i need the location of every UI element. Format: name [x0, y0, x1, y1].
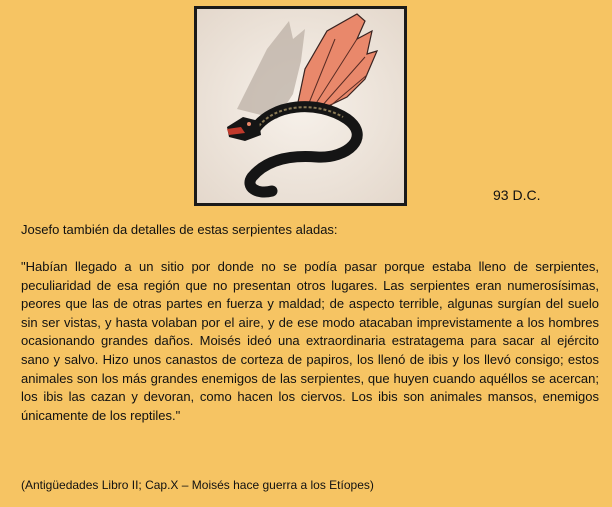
- serpent-eye: [247, 122, 251, 126]
- date-label: 93 D.C.: [493, 187, 541, 203]
- quote-paragraph: "Habían llegado a un sitio por donde no se podía pasar porque estaba lleno de serpientes, peculiaridad de esa región que no presentan otros lugares. Las serpientes eran numerosísimas, peores que las de otras partes en fuerza y maldad; de aspecto terrible, algunas surgían del suelo sin ser vistas, y hasta volaban por el aire, y de ese modo atacaban imprevistamente a los hombres ocasionando grandes daños. Moisés ideó una extraordinaria estratagema para sacar al ejército sano y salvo. Hizo unos canastos de corteza de papiros, los llenó de ibis y los llevó consigo; estos animales son los más grandes enemigos de las serpientes, que huyen cuando aquéllos se acercan; los ibis las cazan y devoran, como hacen los ciervos. Los ibis son animales mansos, enemigos únicamente de los reptiles.": [21, 259, 599, 423]
- winged-serpent-illustration: [194, 6, 407, 206]
- winged-serpent-drawing: [197, 9, 404, 203]
- source-citation: (Antigüedades Libro II; Cap.X – Moisés hace guerra a los Etíopes): [21, 478, 374, 492]
- intro-text: Josefo también da detalles de estas serpientes aladas:: [21, 222, 338, 237]
